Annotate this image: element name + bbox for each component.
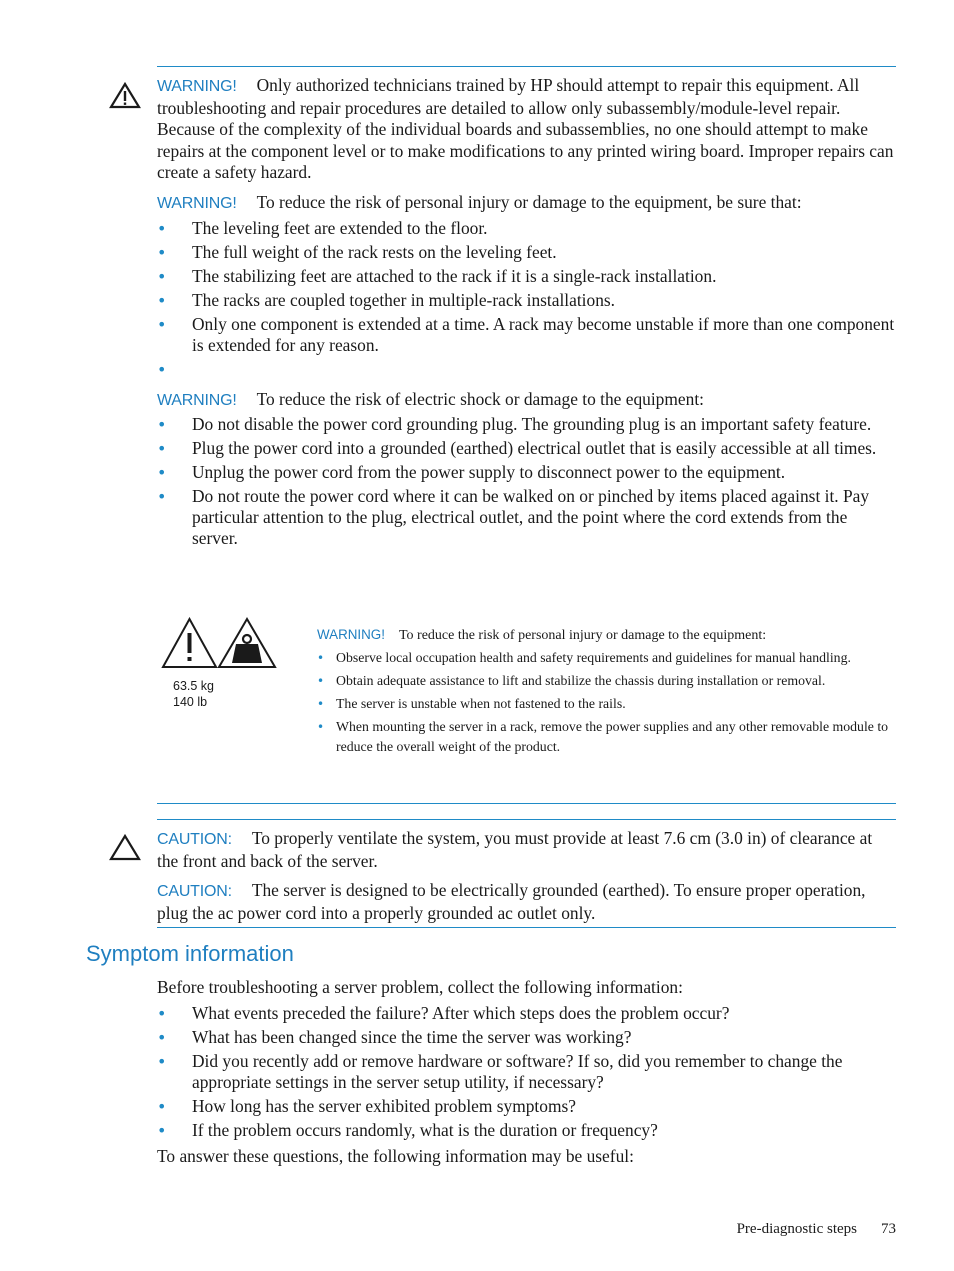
warning-paragraph-1 bbox=[157, 75, 896, 184]
bullet: • bbox=[317, 651, 325, 665]
electric-safety-list bbox=[157, 414, 896, 552]
list-item: • How long has the server exhibited problem symptoms? bbox=[157, 1096, 576, 1116]
list-item: • Plug the power cord into a grounded (earthed) electrical outlet that is easily accessible at all times. bbox=[157, 438, 877, 458]
caution-paragraph-1 bbox=[157, 828, 896, 872]
warning-text: To reduce the risk of electric shock or damage to the equipment: bbox=[256, 389, 704, 409]
list-item: • The racks are coupled together in multiple-rack installations. bbox=[157, 290, 616, 310]
list-item: • Only one component is extended at a time. A rack may become unstable if more than one component is extended for any reason. bbox=[157, 314, 895, 355]
section-heading: Symptom information bbox=[86, 941, 294, 966]
list-item-empty bbox=[157, 359, 896, 385]
caution-label: CAUTION: bbox=[157, 883, 232, 900]
bullet: • bbox=[157, 1097, 167, 1116]
warning-label: WARNING! bbox=[157, 78, 237, 95]
warning-paragraph-2 bbox=[157, 192, 896, 215]
list-item: • Observe local occupation health and safety requirements and guidelines for manual handling. bbox=[317, 648, 897, 668]
bullet: • bbox=[157, 487, 167, 506]
weight-lb: 140 lb bbox=[173, 695, 208, 709]
bullet: • bbox=[157, 291, 167, 310]
warning-text: To reduce the risk of personal injury or damage to the equipment, be sure that: bbox=[256, 192, 802, 212]
list-item: • The leveling feet are extended to the floor. bbox=[157, 218, 488, 238]
bullet: • bbox=[157, 415, 167, 434]
caution-end-rule bbox=[157, 927, 896, 928]
list-item: • The full weight of the rack rests on the leveling feet. bbox=[157, 242, 557, 262]
top-rule bbox=[157, 66, 896, 67]
list-item: • If the problem occurs randomly, what is the duration or frequency? bbox=[157, 1120, 658, 1140]
bullet: • bbox=[317, 674, 325, 688]
list-item: • The server is unstable when not fastened to the rails. bbox=[317, 694, 897, 714]
warning-end-rule bbox=[157, 803, 896, 804]
warning-text: To reduce the risk of personal injury or damage to the equipment: bbox=[398, 628, 767, 643]
bullet: • bbox=[157, 439, 167, 458]
symptom-outro: To answer these questions, the following information may be useful: bbox=[157, 1146, 634, 1166]
warning-label: WARNING! bbox=[317, 627, 385, 642]
list-item: • Obtain adequate assistance to lift and stabilize the chassis during installation or removal. bbox=[317, 671, 897, 691]
caution-start-rule bbox=[157, 819, 896, 820]
list-item: • Do not disable the power cord grounding plug. The grounding plug is an important safety feature. bbox=[157, 414, 872, 434]
warning-label: WARNING! bbox=[157, 392, 237, 409]
bullet: • bbox=[157, 219, 167, 238]
weight-warning-paragraph bbox=[317, 625, 897, 645]
bullet: • bbox=[157, 1028, 167, 1047]
caution-label: CAUTION: bbox=[157, 831, 232, 848]
bullet: • bbox=[317, 697, 325, 711]
symptom-question-list bbox=[157, 1003, 896, 1144]
warning-paragraph-3 bbox=[157, 389, 896, 412]
warning-triangle-icon bbox=[109, 82, 141, 109]
warning-text: Only authorized technicians trained by HP should attempt to repair this equipment. All troubleshooting and repair procedures are detailed to allow only subassembly/module-level repair. Because of the complexity of the individual boards and subassemblies, no one should attempt to make repairs at the component level or to make modifications to any printed wiring board. Improper repairs can create a safety hazard. bbox=[157, 75, 894, 182]
weight-kg: 63.5 kg bbox=[173, 679, 215, 693]
caution-triangle-icon bbox=[109, 834, 141, 861]
bullet: • bbox=[317, 720, 325, 734]
bullet: • bbox=[157, 463, 167, 482]
heavy-object-warning-icon bbox=[161, 617, 218, 669]
list-item: • What has been changed since the time the server was working? bbox=[157, 1027, 632, 1047]
warning-label: WARNING! bbox=[157, 195, 237, 212]
bullet: • bbox=[157, 1052, 167, 1071]
symptom-intro: Before troubleshooting a server problem, collect the following information: bbox=[157, 977, 683, 997]
bullet: • bbox=[157, 315, 167, 334]
list-item: • What events preceded the failure? After which steps does the problem occur? bbox=[157, 1003, 730, 1023]
rack-safety-list bbox=[157, 218, 896, 388]
list-item: • When mounting the server in a rack, remove the power supplies and any other removable module to reduce the overall weight of the product. bbox=[317, 719, 889, 754]
page-footer bbox=[737, 1221, 896, 1238]
lifting-safety-list bbox=[317, 648, 897, 760]
caution-text: The server is designed to be electrically grounded (earthed). To ensure proper operation, plug the ac power cord into a properly grounded ac outlet only. bbox=[157, 880, 866, 923]
bullet: • bbox=[157, 243, 167, 262]
list-item: • Do not route the power cord where it can be walked on or pinched by items placed against it. Pay particular attention to the plug, electrical outlet, and the point where the cord extends from the server. bbox=[157, 486, 870, 548]
footer-section-title: Pre-diagnostic steps bbox=[736, 1221, 857, 1237]
bullet: • bbox=[157, 360, 167, 379]
page-number: 73 bbox=[881, 1221, 896, 1237]
bullet: • bbox=[157, 267, 167, 286]
caution-text: To properly ventilate the system, you must provide at least 7.6 cm (3.0 in) of clearance at the front and back of the server. bbox=[157, 828, 873, 871]
list-item: • Unplug the power cord from the power supply to disconnect power to the equipment. bbox=[157, 462, 786, 482]
list-item: • The stabilizing feet are attached to the rack if it is a single-rack installation. bbox=[157, 266, 717, 286]
bullet: • bbox=[157, 1121, 167, 1140]
list-item: • Did you recently add or remove hardware or software? If so, did you remember to change the appropriate settings in the server setup utility, if necessary? bbox=[157, 1051, 843, 1092]
bullet: • bbox=[157, 1004, 167, 1023]
caution-paragraph-2 bbox=[157, 880, 896, 924]
weight-icon bbox=[217, 617, 277, 669]
